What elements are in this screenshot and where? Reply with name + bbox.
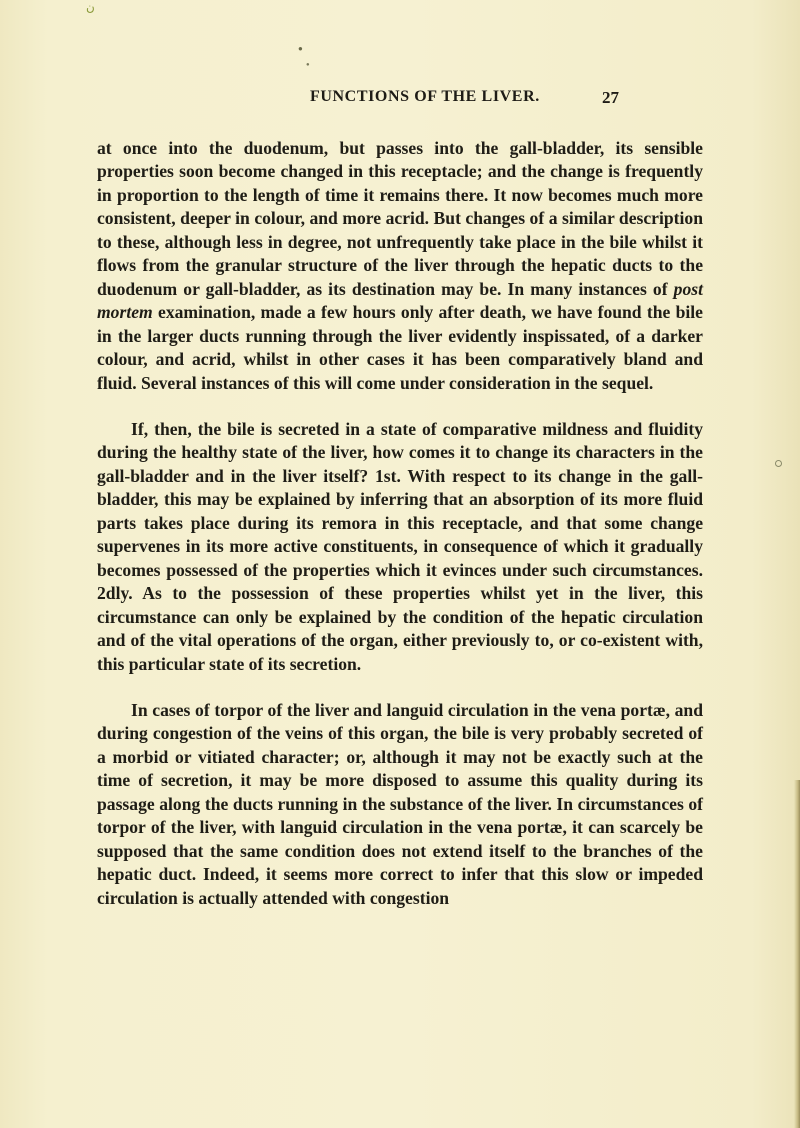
running-head: FUNCTIONS OF THE LIVER. [310, 88, 540, 105]
paper-blemish [775, 460, 782, 467]
print-speck: ● [306, 62, 310, 68]
paragraph: In cases of torpor of the liver and languid circulation in the vena portæ, and during congestion of the veins of this organ, the bile is very probably secreted of a morbid or vitiated character; or, although it may not be exactly such at the time of secretion, it may be more disposed to assume this quality during its passage along the ducts running in the substance of the liver. In circumstances of torpor of the liver, with languid circulation in the vena portæ, it can scarcely be supposed that the same condition does not extend itself to the branches of the hepatic duct. Indeed, it seems more correct to infer that this slow or impeded circulation is actually attended with congestion [97, 699, 703, 908]
paragraph-text: examination, made a few hours only after death, we have found the bile in the larger ducts running through the liver evidently inspissated, of a darker colour, and acrid, whilst in other cases it has been comparatively bland and fluid. Several instances of this will come under consideration in the sequel. [97, 302, 703, 393]
page-number: 27 [602, 88, 619, 107]
italic-phrase: post mortem [97, 278, 703, 323]
print-speck: ● [298, 44, 303, 53]
paragraph: If, then, the bile is secreted in a state of comparative mildness and fluidity during the healthy state of the liver, how comes it to change its characters in the gall-bladder and in the liver itself? 1st. With respect to its change in the gall-bladder, this may be explained by inferring that an absorption of its more fluid parts takes place during its remora in this receptacle, and that some change supervenes in its more active constituents, in consequence of which it gradually becomes possessed of the properties which it evinces under such circumstances. 2dly. As to the possession of these properties whilst yet in the liver, this circumstance can only be explained by the condition of the hepatic circulation and of the vital operations of the organ, either previously to, or co-existent with, this particular state of its secretion. [97, 418, 703, 674]
ink-stain-mark: ن [86, 0, 95, 14]
paragraph-text: at once into the duodenum, but passes into the gall-bladder, its sensible properties soon become changed in this receptacle; and the change is frequently in proportion to the length of time it remains there. It now becomes much more consistent, deeper in colour, and more acrid. But changes of a similar description to these, although less in degree, not unfrequently take place in the bile whilst it flows from the granular structure of the liver through the hepatic ducts to the duodenum or gall-bladder, as its destination may be. In many instances of [97, 138, 703, 299]
body-text [97, 137, 703, 910]
paragraph [97, 137, 703, 395]
page-edge-shadow [794, 780, 800, 1128]
